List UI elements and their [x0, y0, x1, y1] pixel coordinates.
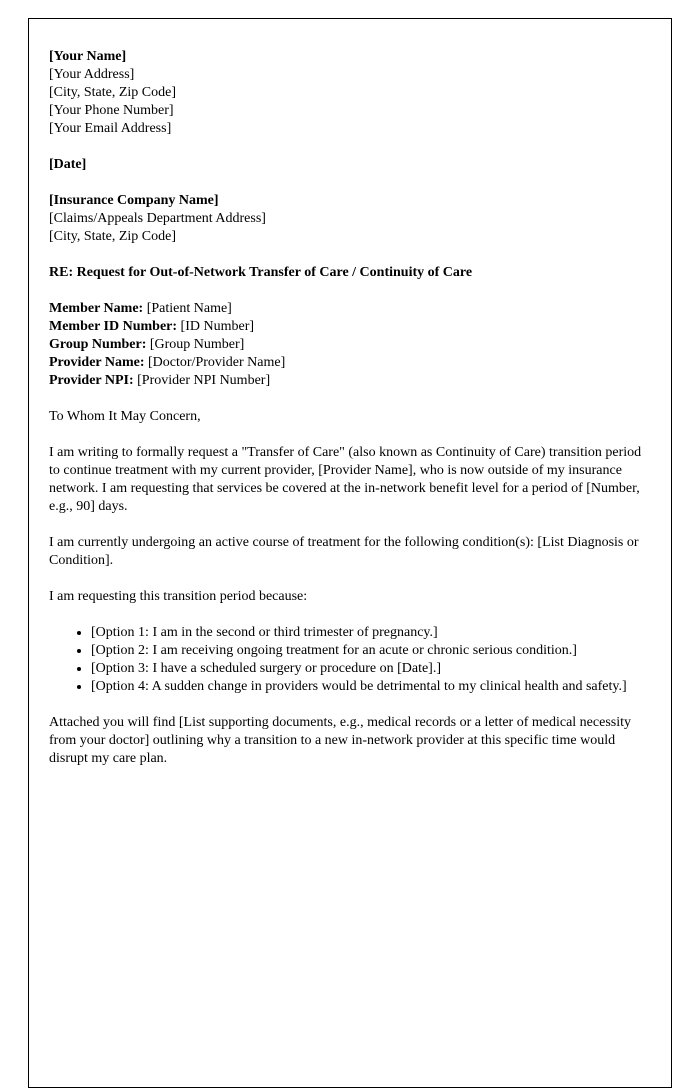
letter-date: [Date]: [49, 157, 87, 172]
provider-name-row: [49, 354, 651, 372]
sender-address: [Your Address]: [49, 67, 135, 82]
member-name-label: Member Name:: [49, 301, 144, 316]
member-name-value: [Patient Name]: [146, 301, 232, 316]
reason-option-1: • [Option 1: I am in the second or third trimester of pregnancy.]: [91, 624, 651, 642]
member-id-label: Member ID Number:: [49, 319, 178, 334]
body-paragraph-1: I am writing to formally request a "Transfer of Care" (also known as Continuity of Care) transition period to continue treatment with my current provider, [Provider Name], who is now outside of my insurance network. I am requesting that services be covered at the in-network benefit level for a period of [Number, e.g., 90] days.: [49, 445, 642, 514]
letter-page: [28, 18, 672, 1088]
provider-npi-value: [Provider NPI Number]: [137, 373, 271, 388]
date-block: [49, 156, 651, 174]
recipient-department-address: [Claims/Appeals Department Address]: [49, 211, 266, 226]
sender-phone: [Your Phone Number]: [49, 103, 174, 118]
group-number-row: [49, 336, 651, 354]
reason-option-3: • [Option 3: I have a scheduled surgery or procedure on [Date].]: [91, 660, 651, 678]
body-paragraph-3: I am requesting this transition period because:: [49, 589, 308, 604]
closing-paragraph: Attached you will find [List supporting documents, e.g., medical records or a letter of medical necessity from your doctor] outlining why a transition to a new in-network provider at this specific time would disrupt my care plan.: [49, 715, 631, 766]
sender-email: [Your Email Address]: [49, 121, 172, 136]
provider-npi-label: Provider NPI:: [49, 373, 134, 388]
reason-option-4: • [Option 4: A sudden change in providers would be detrimental to my clinical health and safety.]: [91, 678, 651, 696]
provider-name-value: [Doctor/Provider Name]: [148, 355, 286, 370]
member-info-block: [49, 300, 651, 390]
member-id-value: [ID Number]: [180, 319, 255, 334]
subject-text: RE: Request for Out-of-Network Transfer of Care / Continuity of Care: [49, 265, 473, 280]
recipient-city-state-zip: [City, State, Zip Code]: [49, 229, 177, 244]
recipient-block: [49, 192, 651, 246]
sender-block: [49, 48, 651, 138]
provider-npi-row: [49, 372, 651, 390]
member-id-row: [49, 318, 651, 336]
reason-option-2: • [Option 2: I am receiving ongoing treatment for an acute or chronic serious condition.]: [91, 642, 651, 660]
body-paragraph-2: I am currently undergoing an active course of treatment for the following condition(s): [List Diagnosis or Condition].: [49, 535, 639, 568]
member-name-row: [49, 300, 651, 318]
reason-options-list: [49, 624, 651, 696]
subject-line: [49, 264, 651, 282]
provider-name-label: Provider Name:: [49, 355, 145, 370]
salutation: To Whom It May Concern,: [49, 409, 201, 424]
sender-city-state-zip: [City, State, Zip Code]: [49, 85, 177, 100]
sender-name: [Your Name]: [49, 49, 127, 64]
group-number-label: Group Number:: [49, 337, 147, 352]
recipient-company: [Insurance Company Name]: [49, 193, 219, 208]
group-number-value: [Group Number]: [149, 337, 245, 352]
